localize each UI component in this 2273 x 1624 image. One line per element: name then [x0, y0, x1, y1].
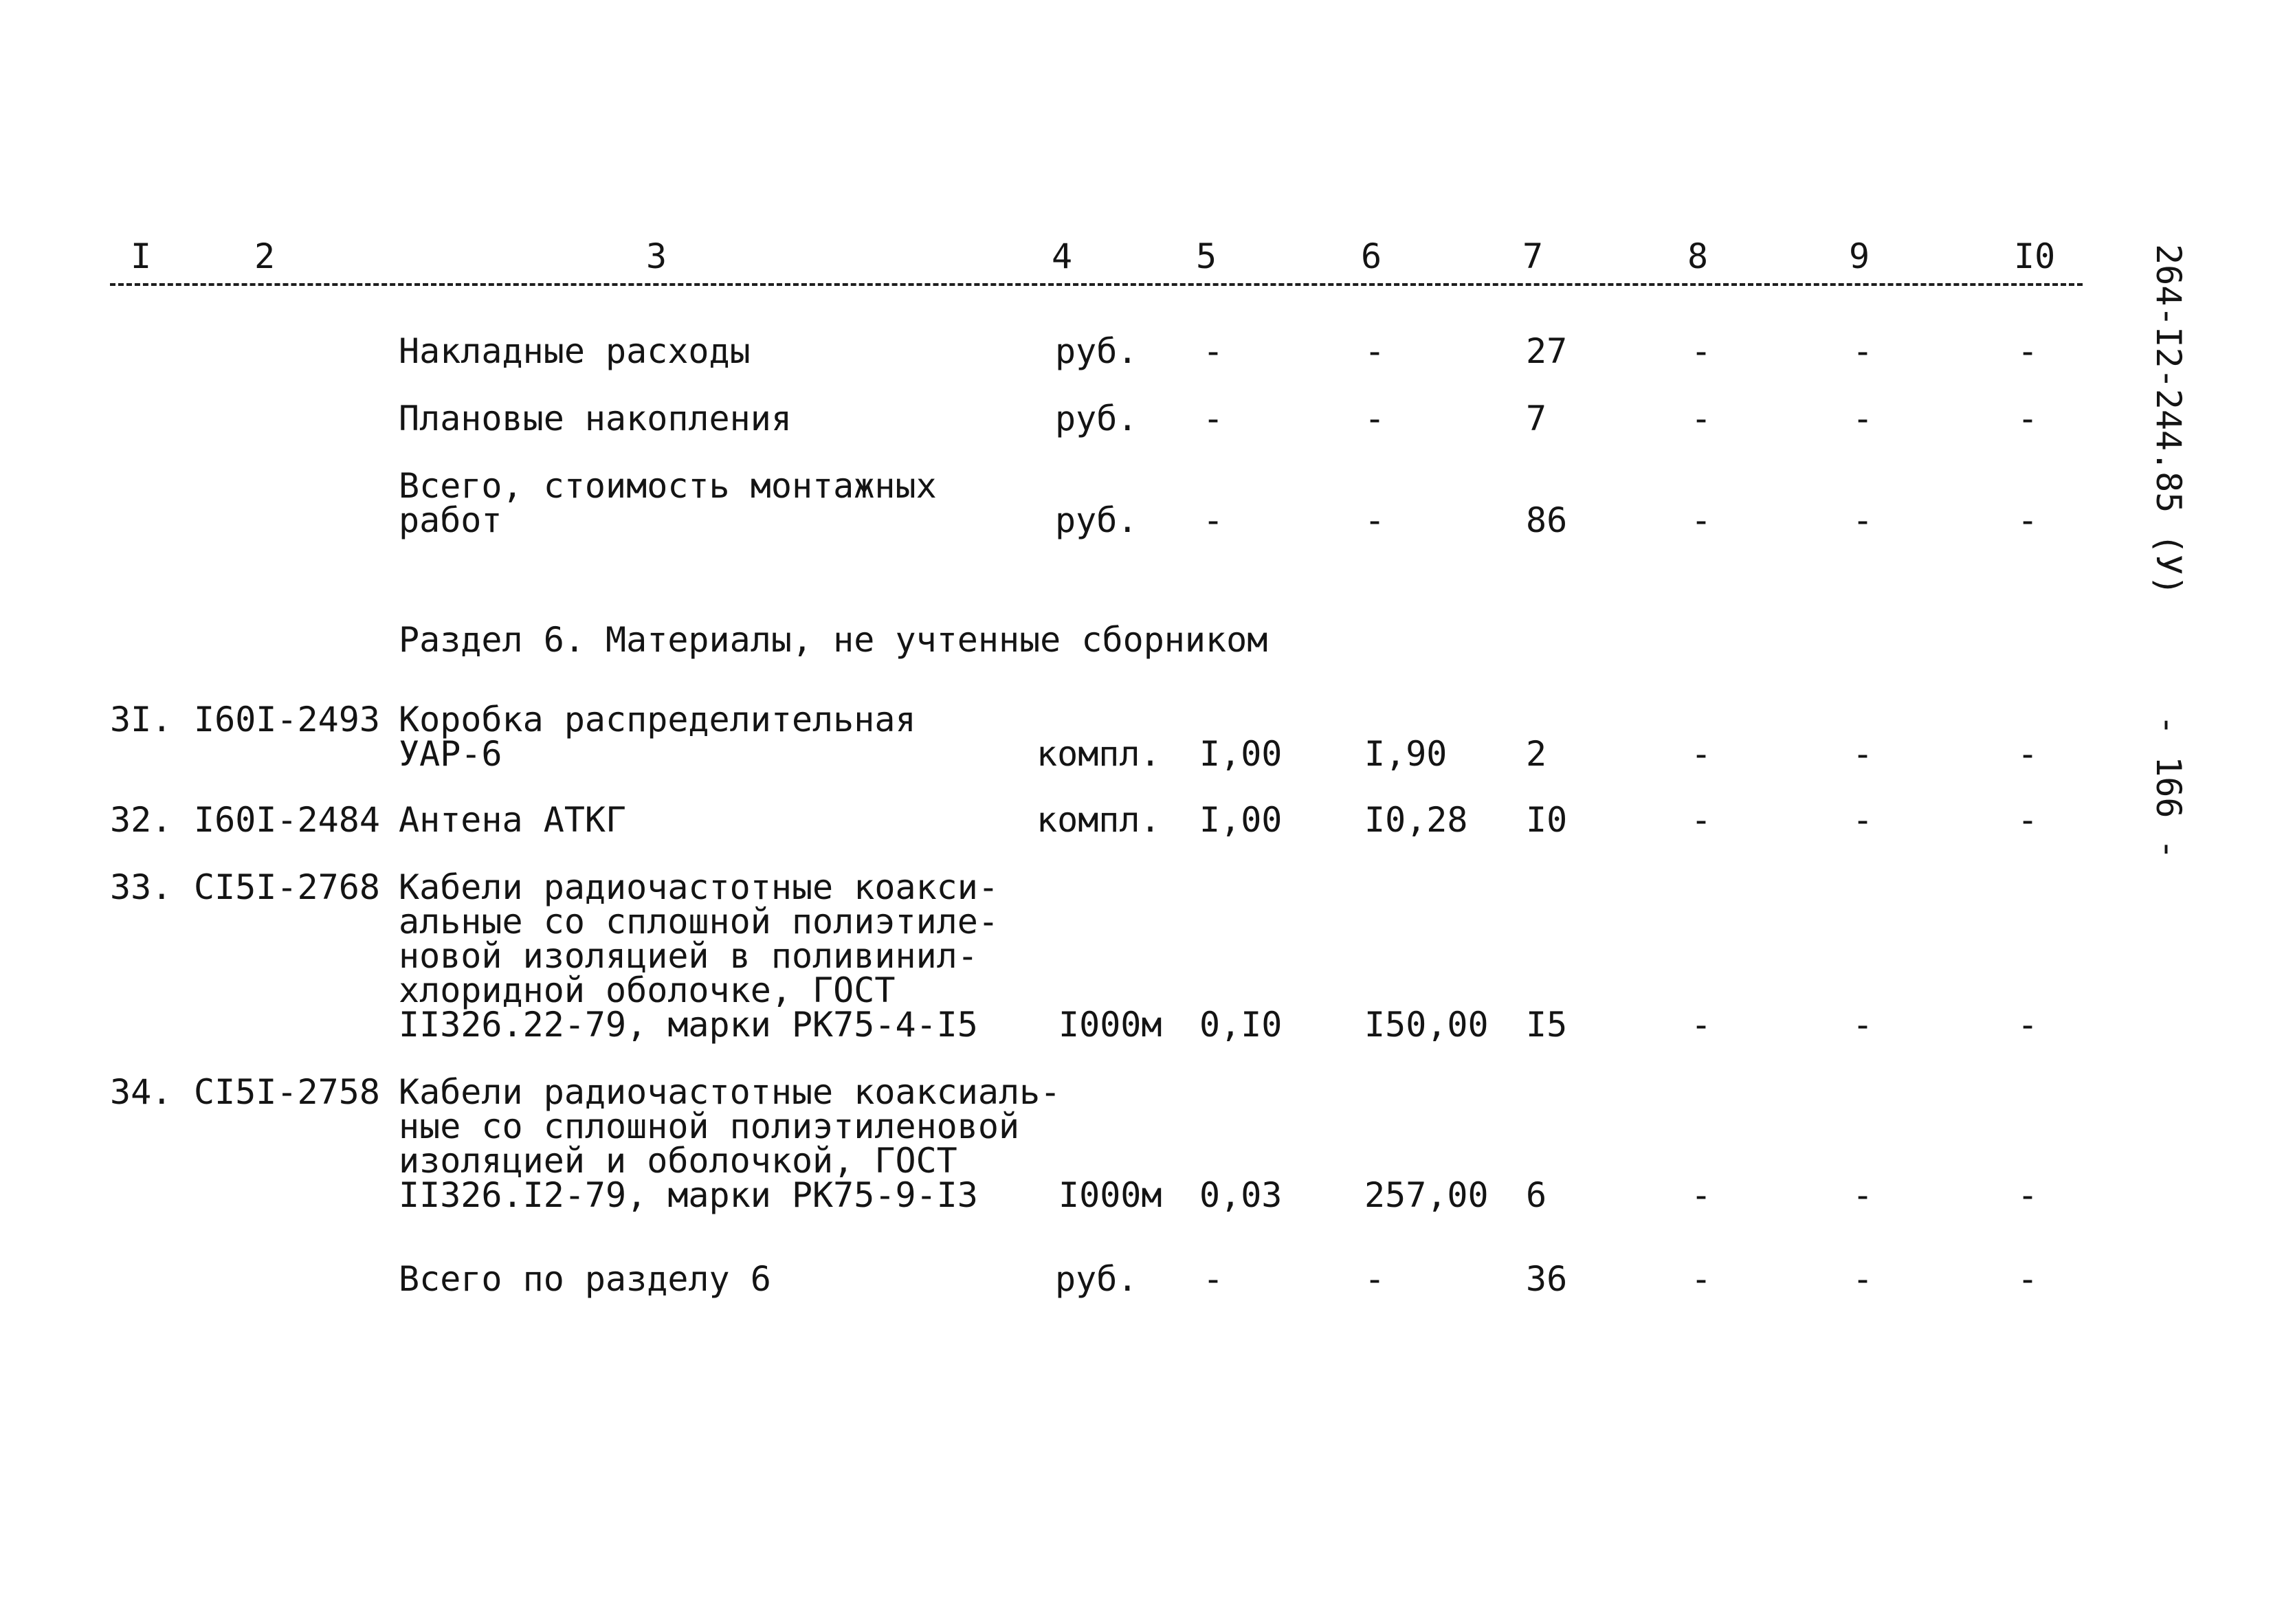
column-header-9: 9: [1849, 236, 1870, 276]
item-total: I5: [1526, 1005, 1568, 1045]
row-col8: -: [1691, 734, 1712, 774]
row-col8: -: [1691, 1175, 1712, 1215]
item-price: I50,00: [1364, 1005, 1489, 1045]
item-total: I0: [1526, 800, 1568, 840]
row-col10: -: [2017, 331, 2039, 371]
item-number: 3I.: [110, 700, 173, 739]
row-col10: -: [2017, 1005, 2039, 1045]
row-col9: -: [1852, 1259, 1874, 1299]
row-name: Плановые накопления: [399, 399, 792, 438]
row-unit: руб.: [1055, 1259, 1138, 1299]
document-code: 264-I2-244.85 (У): [2149, 244, 2188, 596]
row-col8: -: [1691, 1005, 1712, 1045]
item-name: Коробка распределительная УАР-6: [399, 700, 916, 774]
column-header-6: 6: [1361, 236, 1382, 276]
row-col5: -: [1203, 500, 1224, 540]
row-col8: -: [1691, 800, 1712, 840]
header-divider: [110, 283, 2083, 286]
row-unit: руб.: [1055, 399, 1138, 438]
column-header-8: 8: [1687, 236, 1709, 276]
item-qty: I,00: [1199, 800, 1283, 840]
column-header-1: I: [131, 236, 152, 276]
row-name: Всего по разделу 6: [399, 1259, 771, 1299]
item-code: I60I-2484: [194, 800, 380, 840]
row-col9: -: [1852, 1175, 1874, 1215]
column-header-4: 4: [1052, 236, 1073, 276]
row-name: Накладные расходы: [399, 331, 751, 371]
column-header-2: 2: [254, 236, 276, 276]
row-col5: -: [1203, 1259, 1224, 1299]
item-code: I60I-2493: [194, 700, 380, 739]
item-qty: 0,I0: [1199, 1005, 1283, 1045]
item-code: CI5I-2768: [194, 867, 380, 907]
item-qty: 0,03: [1199, 1175, 1283, 1215]
row-col6: -: [1364, 1259, 1386, 1299]
row-col8: -: [1691, 500, 1712, 540]
item-unit: I000м: [1058, 1005, 1162, 1045]
row-col6: -: [1364, 331, 1386, 371]
row-col5: -: [1203, 331, 1224, 371]
column-header-3: 3: [646, 236, 667, 276]
item-qty: I,00: [1199, 734, 1283, 774]
row-col10: -: [2017, 500, 2039, 540]
row-unit: руб.: [1055, 500, 1138, 540]
item-unit: компл.: [1036, 734, 1161, 774]
item-price: I,90: [1364, 734, 1448, 774]
item-name: Кабели радиочастотные коаксиаль- ные со сплошной полиэтиленовой изоляцией и оболочкой, ГОСТ II326.I2-79, марки РК75-9-I3: [399, 1072, 1061, 1215]
row-col9: -: [1852, 500, 1874, 540]
row-col10: -: [2017, 399, 2039, 438]
item-code: CI5I-2758: [194, 1072, 380, 1112]
row-col10: -: [2017, 1259, 2039, 1299]
column-header-5: 5: [1196, 236, 1217, 276]
column-header-7: 7: [1522, 236, 1544, 276]
section-title: Раздел 6. Материалы, не учтенные сборником: [399, 620, 1268, 660]
row-col8: -: [1691, 399, 1712, 438]
item-number: 33.: [110, 867, 173, 907]
item-total: 6: [1526, 1175, 1547, 1215]
row-col9: -: [1852, 1005, 1874, 1045]
row-col7: 7: [1526, 399, 1547, 438]
row-col7: 86: [1526, 500, 1568, 540]
item-number: 34.: [110, 1072, 173, 1112]
page-number: - 166 -: [2149, 715, 2188, 860]
column-header-10: I0: [2014, 236, 2056, 276]
row-col8: -: [1691, 1259, 1712, 1299]
item-unit: I000м: [1058, 1175, 1162, 1215]
item-number: 32.: [110, 800, 173, 840]
row-col9: -: [1852, 800, 1874, 840]
row-col10: -: [2017, 734, 2039, 774]
row-col7: 36: [1526, 1259, 1568, 1299]
row-col7: 27: [1526, 331, 1568, 371]
item-unit: компл.: [1036, 800, 1161, 840]
item-price: 257,00: [1364, 1175, 1489, 1215]
row-col10: -: [2017, 1175, 2039, 1215]
item-price: I0,28: [1364, 800, 1468, 840]
row-col9: -: [1852, 734, 1874, 774]
row-col9: -: [1852, 331, 1874, 371]
item-total: 2: [1526, 734, 1547, 774]
row-col6: -: [1364, 399, 1386, 438]
row-col5: -: [1203, 399, 1224, 438]
row-col10: -: [2017, 800, 2039, 840]
row-name: Всего, стоимость монтажных работ: [399, 466, 937, 540]
row-col8: -: [1691, 331, 1712, 371]
row-col6: -: [1364, 500, 1386, 540]
row-unit: руб.: [1055, 331, 1138, 371]
row-col9: -: [1852, 399, 1874, 438]
item-name: Антена АТКГ: [399, 800, 627, 840]
item-name: Кабели радиочастотные коакси- альные со сплошной полиэтиле- новой изоляцией в поливинил- хлоридной оболочке, ГОСТ II326.22-79, марки РК75-4-I5: [399, 867, 999, 1045]
